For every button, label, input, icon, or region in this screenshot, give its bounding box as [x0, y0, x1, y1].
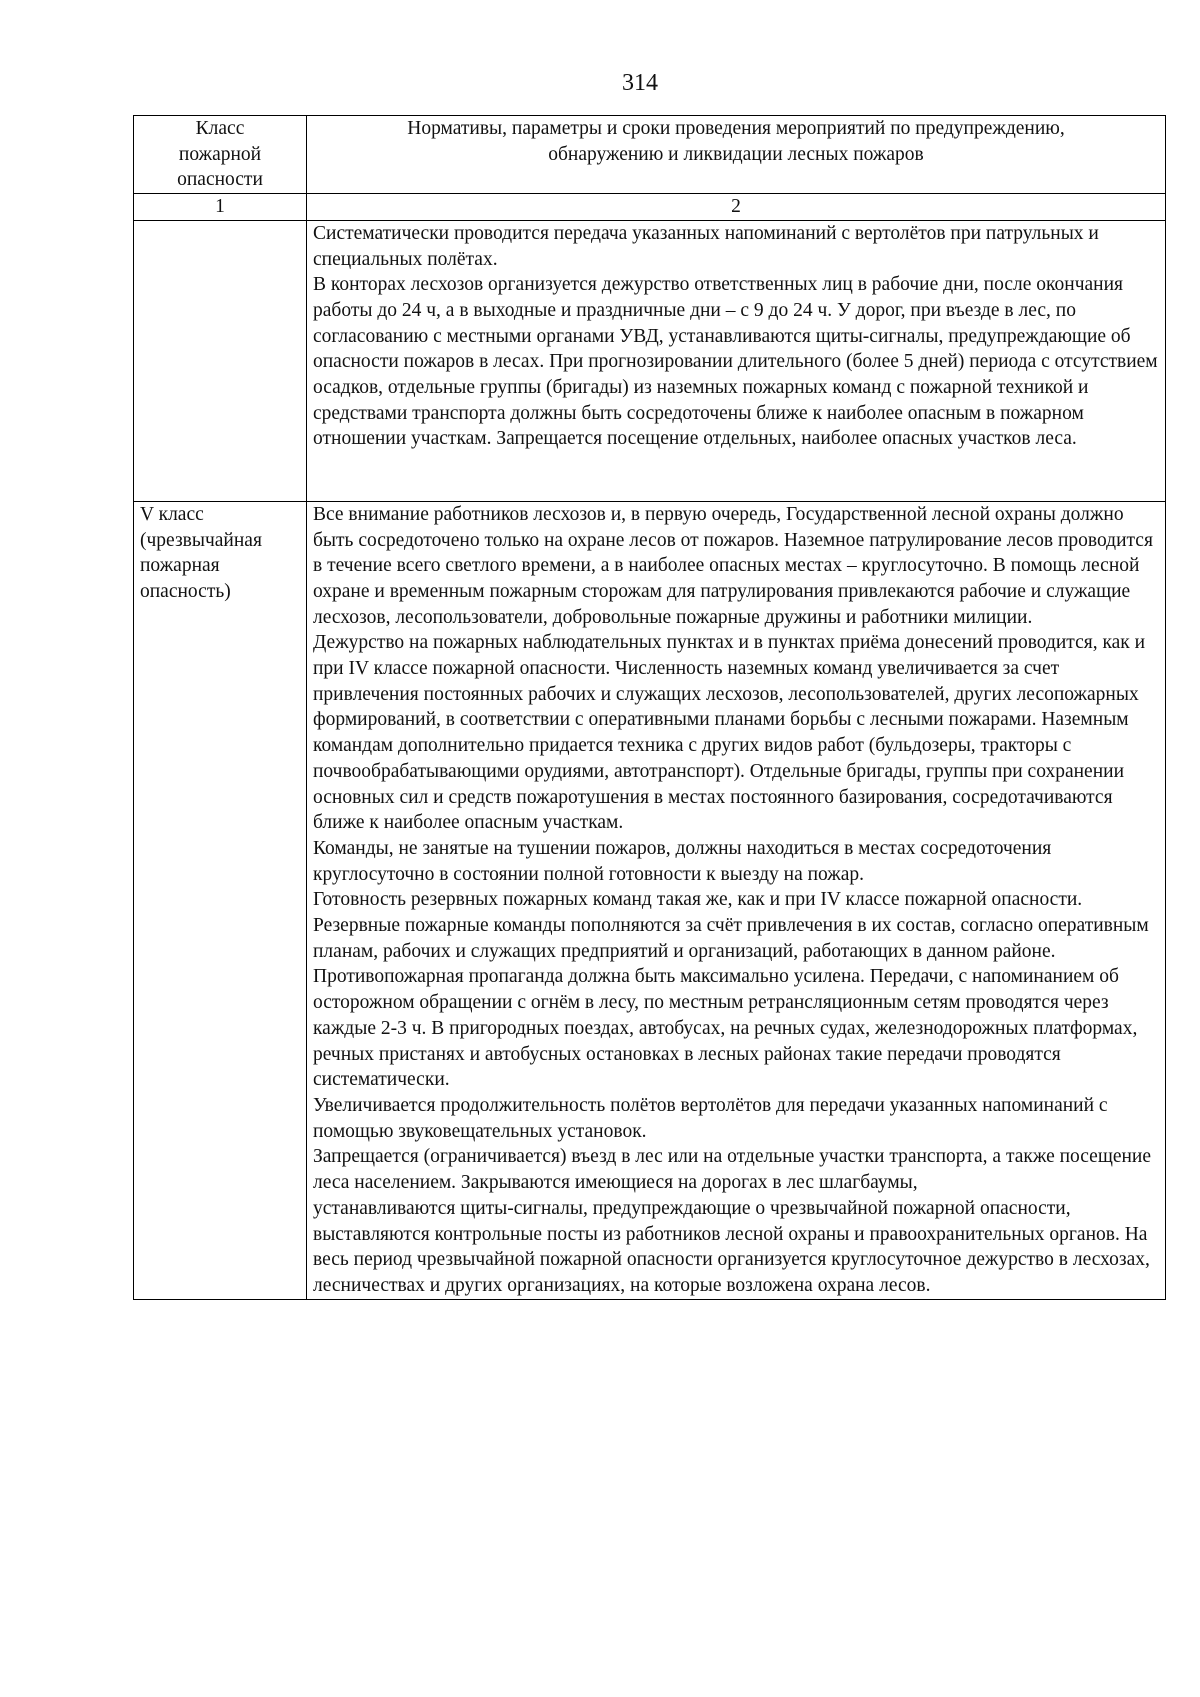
header-class-line: пожарной	[178, 143, 262, 165]
paragraph: Команды, не занятые на тушении пожаров, должны находиться в местах сосредоточения круглосуточно в состоянии полной готовности к выезду на пожар.	[313, 837, 1052, 885]
column-number-2: 2	[307, 194, 1166, 221]
table-row	[134, 501, 1166, 1299]
header-norms-cell	[307, 116, 1166, 194]
header-norms-line: обнаружению и ликвидации лесных пожаров	[548, 143, 924, 165]
paragraph: Дежурство на пожарных наблюдательных пунктах и в пунктах приёма донесений проводится, как и при IV классе пожарной опасности. Численность наземных команд увеличивается за счет привлечения постоянных рабочих и служащих лесхозов, лесопользователей, других лесопожарных формирований, в соответствии с оперативными планами борьбы с лесными пожарами. Наземным командам дополнительно придается техника с других видов работ (бульдозеры, тракторы с почвообрабатывающими орудиями, автотранспорт). Отдельные бригады, группы при сохранении основных сил и средств пожаротушения в местах постоянного базирования, сосредотачиваются ближе к наиболее опасным участкам.	[313, 632, 1146, 834]
paragraph: Увеличивается продолжительность полётов вертолётов для передачи указанных напоминаний с помощью звуковещательных установок.	[313, 1094, 1108, 1142]
header-class-line: опасности	[177, 169, 263, 191]
norms-cell	[307, 220, 1166, 501]
class-cell: V класс (чрезвычайная пожарная опасность)	[134, 501, 307, 1299]
column-number-row	[134, 194, 1166, 221]
header-class-cell	[134, 116, 307, 194]
paragraph: устанавливаются щиты-сигналы, предупреждающие о чрезвычайной пожарной опасности, выставляются контрольные посты из работников лесной охраны и правоохранительных органов. На весь период чрезвычайной пожарной опасности организуется круглосуточное дежурство в лесхозах, лесничествах и других организациях, на которые возложена охрана лесов.	[313, 1197, 1150, 1296]
header-class-line: Класс	[195, 118, 245, 139]
page-number: 314	[622, 70, 658, 96]
class-cell	[134, 220, 307, 501]
paragraph: Все внимание работников лесхозов и, в первую очередь, Государственной лесной охраны должно быть сосредоточено только на охране лесов от пожаров. Наземное патрулирование лесов проводится в течение всего светлого времени, а в наиболее опасных местах – круглосуточно. В помощь лесной охране и временным пожарным сторожам для патрулирования привлекаются рабочие и служащие лесхозов, лесопользователи, добровольные пожарные дружины и работники милиции.	[313, 503, 1153, 628]
paragraph: Противопожарная пропаганда должна быть максимально усилена. Передачи, с напоминанием об осторожном обращении с огнём в лесу, по местным ретрансляционным сетям проводятся через каждые 2-3 ч. В пригородных поездах, автобусах, на речных судах, железнодорожных платформах, речных пристанях и автобусных остановках в лесных районах такие передачи проводятся систематически.	[313, 966, 1138, 1091]
fire-danger-table	[133, 115, 1166, 1300]
column-number-1: 1	[134, 194, 307, 221]
table-header-row	[134, 116, 1166, 194]
table-row	[134, 220, 1166, 501]
paragraph: В конторах лесхозов организуется дежурство ответственных лиц в рабочие дни, после окончания работы до 24 ч, а в выходные и праздничные дни – с 9 до 24 ч. У дорог, при въезде в лес, по согласованию с местными органами УВД, устанавливаются щиты-сигналы, предупреждающие об опасности пожаров в лесах. При прогнозировании длительного (более 5 дней) периода с отсутствием осадков, отдельные группы (бригады) из наземных пожарных команд с пожарной техникой и средствами транспорта должны быть сосредоточены ближе к наиболее опасным в пожарном отношении участкам. Запрещается посещение отдельных, наиболее опасных участков леса.	[313, 274, 1158, 450]
paragraph: Систематически проводится передача указанных напоминаний с вертолётов при патрульных и специальных полётах.	[313, 222, 1099, 270]
paragraph: Запрещается (ограничивается) въезд в лес или на отдельные участки транспорта, а также посещение леса населением. Закрываются имеющиеся на дорогах в лес шлагбаумы,	[313, 1146, 1152, 1194]
norms-cell	[307, 501, 1166, 1299]
header-norms-line: Нормативы, параметры и сроки проведения мероприятий по предупреждению,	[407, 118, 1065, 139]
paragraph: Готовность резервных пожарных команд такая же, как и при IV классе пожарной опасности. Резервные пожарные команды пополняются за счёт привлечения в их состав, согласно оперативным планам, рабочих и служащих предприятий и организаций, работающих в данном районе.	[313, 889, 1149, 962]
